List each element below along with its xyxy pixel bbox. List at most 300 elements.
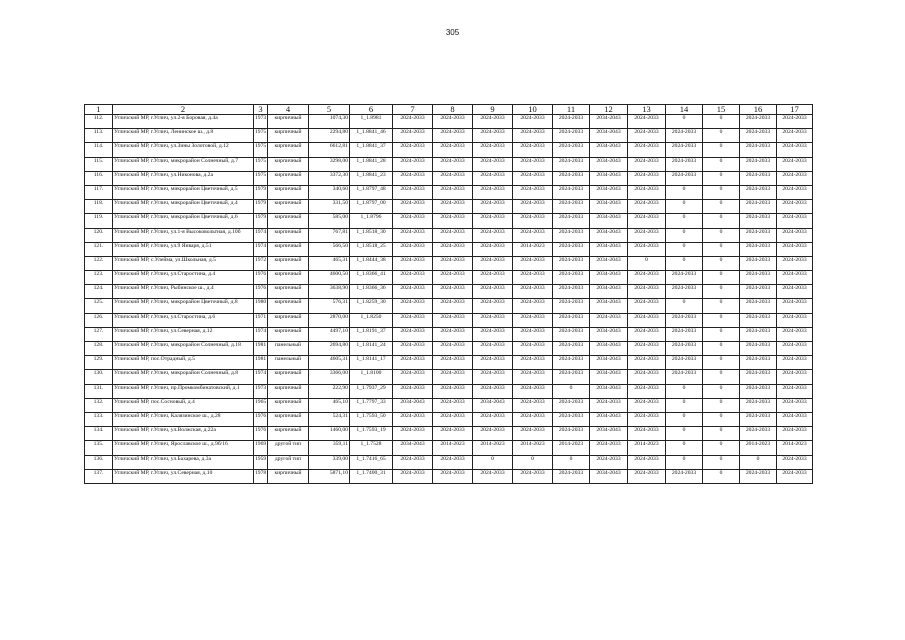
table-cell: 133. <box>85 412 113 426</box>
table-cell: 2024-2033 <box>777 200 813 214</box>
table-cell: 2024-2033 <box>473 157 513 171</box>
table-cell: другой тип <box>268 455 309 469</box>
table-cell: 2024-2033 <box>777 398 813 412</box>
table-cell: 0 <box>703 143 740 157</box>
table-cell: 2024-2033 <box>433 143 473 157</box>
table-cell: 2034-2043 <box>590 115 628 129</box>
column-header-10: 10 <box>513 105 553 115</box>
table-cell: 2024-2033 <box>513 427 553 441</box>
table-cell: 2024-2033 <box>777 171 813 185</box>
table-cell: 2024-2033 <box>433 256 473 270</box>
table-cell: Угличский МР, г.Углич, микрорайон Солнечный, д.18 <box>113 342 254 356</box>
table-cell: 2024-2033 <box>777 185 813 199</box>
table-cell: 2024-2033 <box>433 398 473 412</box>
table-cell: 2034-2043 <box>590 412 628 426</box>
table-cell: 2024-2033 <box>393 342 433 356</box>
table-cell: 2024-2033 <box>473 327 513 341</box>
table-cell: 0 <box>703 342 740 356</box>
table-cell: 2024-2033 <box>628 157 666 171</box>
table-cell: 0 <box>703 242 740 256</box>
table-cell: 1_1.8100 <box>350 370 393 384</box>
table-cell: 2024-2033 <box>393 214 433 228</box>
table-row <box>85 327 813 341</box>
table-cell: 2024-2033 <box>628 200 666 214</box>
table-cell: кирпичный <box>268 427 309 441</box>
table-cell: 2024-2033 <box>740 299 777 313</box>
table-cell: 1973 <box>254 115 268 129</box>
table-cell: 2024-2033 <box>473 342 513 356</box>
table-cell: 1974 <box>254 370 268 384</box>
table-cell: 1_1.8518_25 <box>350 242 393 256</box>
table-cell: 585,00 <box>309 214 350 228</box>
table-row <box>85 200 813 214</box>
table-cell: 1_1.7797_33 <box>350 398 393 412</box>
table-cell: 0 <box>666 115 703 129</box>
table-cell: 339,00 <box>309 455 350 469</box>
table-cell: 2024-2033 <box>513 143 553 157</box>
table-cell: 2024-2033 <box>628 356 666 370</box>
table-cell: 2024-2033 <box>666 285 703 299</box>
table-cell: 2024-2033 <box>513 370 553 384</box>
table-cell: Угличский МР, г.Углич, ул.Волжская, д.22а <box>113 427 254 441</box>
table-cell: 2034-2043 <box>590 271 628 285</box>
table-cell: 2024-2033 <box>473 469 513 483</box>
table-cell: кирпичный <box>268 469 309 483</box>
housing-register-table <box>84 104 813 484</box>
table-cell: 2024-2033 <box>740 412 777 426</box>
table-cell: 2024-2033 <box>473 129 513 143</box>
table-cell: 135. <box>85 441 113 455</box>
table-cell: кирпичный <box>268 271 309 285</box>
table-cell: 0 <box>703 412 740 426</box>
table-cell: Угличский МР, г.Углич, ул.Зины Золотовой, д.12 <box>113 143 254 157</box>
table-cell: 2024-2033 <box>393 356 433 370</box>
table-cell: 2024-2033 <box>433 242 473 256</box>
table-cell: 0 <box>703 129 740 143</box>
table-cell: 126. <box>85 313 113 327</box>
table-cell: 1972 <box>254 256 268 270</box>
table-cell: кирпичный <box>268 256 309 270</box>
table-cell: 2034-2043 <box>590 469 628 483</box>
table-cell: 129. <box>85 356 113 370</box>
table-cell: 2024-2033 <box>473 256 513 270</box>
table-cell: 2024-2033 <box>433 313 473 327</box>
table-cell: 0 <box>703 299 740 313</box>
table-cell: 2024-2033 <box>393 129 433 143</box>
table-cell: 4600,50 <box>309 271 350 285</box>
table-cell: 2024-2033 <box>628 342 666 356</box>
table-body <box>85 115 813 484</box>
table-cell: 2024-2033 <box>393 455 433 469</box>
table-cell: панельный <box>268 342 309 356</box>
table-row <box>85 370 813 384</box>
column-header-14: 14 <box>666 105 703 115</box>
table-cell: 1_1.8366_36 <box>350 285 393 299</box>
table-cell: 1974 <box>254 327 268 341</box>
table-cell: 2024-2033 <box>513 469 553 483</box>
table-cell: 2024-2033 <box>553 299 590 313</box>
table-cell: Угличский МР, г.Углич, ул.Северная, д.12 <box>113 327 254 341</box>
table-cell: 1965 <box>254 398 268 412</box>
table-cell: 2024-2033 <box>473 285 513 299</box>
table-cell: 0 <box>740 455 777 469</box>
table-cell: 2024-2033 <box>740 327 777 341</box>
table-cell: 2024-2033 <box>393 469 433 483</box>
table-cell: 2024-2033 <box>666 342 703 356</box>
table-cell: 2024-2033 <box>628 299 666 313</box>
table-cell: 0 <box>513 455 553 469</box>
table-cell: 2024-2033 <box>553 271 590 285</box>
column-header-1: 1 <box>85 105 113 115</box>
table-cell: 2034-2043 <box>393 441 433 455</box>
table-cell: 2024-2033 <box>628 384 666 398</box>
table-cell: 524,31 <box>309 412 350 426</box>
column-header-11: 11 <box>553 105 590 115</box>
table-cell: 2024-2033 <box>513 313 553 327</box>
table-cell: Угличский МР, г.Углич, ул.2-я Боровая, д.4а <box>113 115 254 129</box>
table-cell: 1978 <box>254 469 268 483</box>
table-cell: 465,31 <box>309 256 350 270</box>
table-cell: 2694,80 <box>309 342 350 356</box>
table-row <box>85 313 813 327</box>
table-cell: 2034-2043 <box>590 356 628 370</box>
table-cell: 2024-2033 <box>740 398 777 412</box>
table-cell: 1979 <box>254 214 268 228</box>
table-cell: 2024-2033 <box>740 256 777 270</box>
table-cell: 1_1.8841_46 <box>350 129 393 143</box>
table-cell: 2024-2033 <box>628 242 666 256</box>
table-cell: 2024-2033 <box>393 143 433 157</box>
table-cell: 2034-2043 <box>590 214 628 228</box>
table-cell: 2024-2033 <box>740 384 777 398</box>
table-cell: 2024-2033 <box>473 356 513 370</box>
table-cell: 2024-2033 <box>777 427 813 441</box>
table-cell: 2024-2033 <box>777 356 813 370</box>
table-cell: 0 <box>703 455 740 469</box>
table-cell: 1_1.8841_28 <box>350 157 393 171</box>
table-cell: кирпичный <box>268 299 309 313</box>
table-cell: 1976 <box>254 285 268 299</box>
table-cell: 1_1.7937_29 <box>350 384 393 398</box>
table-cell: 1975 <box>254 143 268 157</box>
table-cell: 2024-2033 <box>628 129 666 143</box>
table-cell: 2024-2033 <box>777 384 813 398</box>
table-cell: 2024-2033 <box>666 313 703 327</box>
table-cell: 2034-2043 <box>590 157 628 171</box>
table-cell: 2024-2033 <box>628 313 666 327</box>
table-row <box>85 412 813 426</box>
table-cell: Угличский МР, г.Углич, ул.Старостина, д.6 <box>113 313 254 327</box>
table-cell: 2024-2033 <box>553 157 590 171</box>
table-cell: 1975 <box>254 157 268 171</box>
table-row <box>85 129 813 143</box>
table-cell: 2024-2033 <box>666 469 703 483</box>
table-cell: 1_1.8796 <box>350 214 393 228</box>
table-cell: 2024-2033 <box>433 342 473 356</box>
table-cell: 2024-2033 <box>740 214 777 228</box>
table-cell: 2024-2033 <box>473 171 513 185</box>
table-cell: Угличский МР, г.Углич, микрорайон Цветочный, д.4 <box>113 200 254 214</box>
table-cell: 2024-2033 <box>473 115 513 129</box>
table-cell: 2034-2043 <box>590 242 628 256</box>
table-row <box>85 398 813 412</box>
table-cell: Угличский МР, г.Углич, ул.Старостина, д.4 <box>113 271 254 285</box>
table-cell: 2024-2033 <box>740 271 777 285</box>
table-cell: 2024-2033 <box>740 469 777 483</box>
table-row <box>85 115 813 129</box>
table-cell: 0 <box>666 427 703 441</box>
table-cell: 2024-2033 <box>628 398 666 412</box>
table-cell: 2024-2033 <box>777 143 813 157</box>
table-cell: 2024-2033 <box>473 412 513 426</box>
table-cell: 2024-2033 <box>513 157 553 171</box>
table-cell: 2034-2043 <box>590 171 628 185</box>
table-cell: 2024-2033 <box>513 256 553 270</box>
table-cell: 121. <box>85 242 113 256</box>
table-cell: 2024-2033 <box>473 228 513 242</box>
table-cell: 2024-2033 <box>393 285 433 299</box>
table-cell: 1980 <box>254 299 268 313</box>
table-cell: 2034-2043 <box>590 129 628 143</box>
table-cell: 2024-2033 <box>513 398 553 412</box>
table-cell: 2024-2033 <box>433 214 473 228</box>
table-cell: 2014-2023 <box>513 242 553 256</box>
table-cell: 2024-2033 <box>740 427 777 441</box>
header-row <box>85 105 813 115</box>
table-cell: 2024-2033 <box>740 129 777 143</box>
table-cell: Угличский МР, г.Углич, ул.Бахарева, д.3а <box>113 455 254 469</box>
table-cell: 0 <box>703 384 740 398</box>
table-cell: 0 <box>666 200 703 214</box>
table-cell: 136. <box>85 455 113 469</box>
column-header-17: 17 <box>777 105 813 115</box>
table-cell: 114. <box>85 143 113 157</box>
table-cell: 2024-2033 <box>433 200 473 214</box>
table-cell: 2024-2033 <box>553 398 590 412</box>
table-row <box>85 271 813 285</box>
table-cell: 1974 <box>254 242 268 256</box>
table-cell: 2024-2033 <box>590 398 628 412</box>
table-cell: 2024-2033 <box>433 412 473 426</box>
table-cell: 2024-2033 <box>433 299 473 313</box>
table-cell: 2024-2033 <box>553 342 590 356</box>
table-cell: 2024-2033 <box>553 171 590 185</box>
table-cell: 2024-2033 <box>553 285 590 299</box>
table-cell: 2034-2043 <box>590 143 628 157</box>
table-cell: 2024-2033 <box>590 455 628 469</box>
table-cell: 2024-2033 <box>777 242 813 256</box>
table-cell: 0 <box>703 228 740 242</box>
table-row <box>85 143 813 157</box>
table-cell: 0 <box>666 228 703 242</box>
table-cell: 0 <box>703 327 740 341</box>
table-cell: 2024-2033 <box>628 171 666 185</box>
table-cell: Угличский МР, с.Улейма, ул.Школьная, д.5 <box>113 256 254 270</box>
table-cell: 2024-2033 <box>513 327 553 341</box>
table-cell: 2024-2033 <box>666 171 703 185</box>
table-cell: 1979 <box>254 200 268 214</box>
table-cell: 2024-2033 <box>513 384 553 398</box>
column-header-13: 13 <box>628 105 666 115</box>
table-cell: 2024-2033 <box>777 455 813 469</box>
table-cell: 2024-2033 <box>393 171 433 185</box>
table-cell: 2034-2043 <box>590 228 628 242</box>
table-cell: 5871,10 <box>309 469 350 483</box>
table-cell: 4497,10 <box>309 327 350 341</box>
table-cell: 1_1.8141_17 <box>350 356 393 370</box>
table-cell: 2024-2033 <box>740 115 777 129</box>
table-cell: 1973 <box>254 384 268 398</box>
table-cell: 2024-2033 <box>433 384 473 398</box>
table-cell: 0 <box>666 455 703 469</box>
table-cell: 2024-2033 <box>513 228 553 242</box>
table-cell: Угличский МР, пос.Сосновый, д.4 <box>113 398 254 412</box>
table-cell: 1_1.8366_41 <box>350 271 393 285</box>
table-cell: кирпичный <box>268 228 309 242</box>
table-cell: 132. <box>85 398 113 412</box>
table-cell: 2024-2033 <box>513 271 553 285</box>
table-cell: 0 <box>703 356 740 370</box>
table-cell: 2024-2033 <box>473 370 513 384</box>
table-cell: кирпичный <box>268 242 309 256</box>
table-row <box>85 384 813 398</box>
table-cell: 0 <box>703 157 740 171</box>
table-cell: Угличский МР, г.Углич, Рыбинское ш., д.4 <box>113 285 254 299</box>
table-cell: 2024-2033 <box>666 356 703 370</box>
table-cell: 2024-2033 <box>553 356 590 370</box>
table-cell: 1_1.8259_30 <box>350 299 393 313</box>
table-cell: 0 <box>703 115 740 129</box>
table-cell: 2024-2033 <box>777 228 813 242</box>
table-cell: 2024-2033 <box>393 412 433 426</box>
table-cell: 2024-2033 <box>553 469 590 483</box>
table-cell: 2024-2033 <box>513 285 553 299</box>
table-cell: 2024-2033 <box>628 185 666 199</box>
table-cell: 2024-2033 <box>433 455 473 469</box>
table-cell: 2024-2033 <box>740 356 777 370</box>
table-cell: 1_1.7593_19 <box>350 427 393 441</box>
table-cell: 2034-2043 <box>590 384 628 398</box>
table-cell: 122. <box>85 256 113 270</box>
table-cell: 3638,90 <box>309 285 350 299</box>
table-cell: 0 <box>703 200 740 214</box>
table-cell: 2024-2033 <box>473 200 513 214</box>
table-cell: 118. <box>85 200 113 214</box>
table-cell: Угличский МР, г.Углич, пр.Промкомбинатовский, д.1 <box>113 384 254 398</box>
table-cell: 0 <box>703 285 740 299</box>
table-cell: 0 <box>703 185 740 199</box>
table-cell: 2024-2033 <box>473 185 513 199</box>
table-cell: 2024-2033 <box>777 285 813 299</box>
table-cell: 2024-2033 <box>393 228 433 242</box>
table-row <box>85 171 813 185</box>
table-cell: 566,50 <box>309 242 350 256</box>
table-cell: 2024-2033 <box>433 469 473 483</box>
table-cell: 2024-2033 <box>553 115 590 129</box>
table-cell: 0 <box>703 398 740 412</box>
table-cell: 2024-2033 <box>393 427 433 441</box>
table-cell: 2024-2033 <box>433 129 473 143</box>
table-cell: 2034-2043 <box>590 299 628 313</box>
column-header-6: 6 <box>350 105 393 115</box>
table-cell: 2024-2033 <box>553 185 590 199</box>
page-number: 305 <box>445 28 460 37</box>
table-cell: 119. <box>85 214 113 228</box>
table-cell: 2024-2033 <box>740 200 777 214</box>
table-cell: 2024-2033 <box>628 115 666 129</box>
table-cell: 2024-2033 <box>433 327 473 341</box>
table-cell: 2024-2033 <box>393 200 433 214</box>
table-cell: 0 <box>553 384 590 398</box>
table-cell: 2870,00 <box>309 313 350 327</box>
table-cell: 2024-2033 <box>553 214 590 228</box>
table-cell: 2024-2033 <box>666 370 703 384</box>
table-cell: 2024-2033 <box>628 455 666 469</box>
table-cell: 2024-2033 <box>777 214 813 228</box>
table-cell: 115. <box>85 157 113 171</box>
table-cell: 1_1.8797_00 <box>350 200 393 214</box>
table-cell: 2024-2033 <box>513 171 553 185</box>
table-cell: Угличский МР, пос.Отрадный, д.5 <box>113 356 254 370</box>
table-cell: Угличский МР, г.Углич, микрорайон Солнечный, д.7 <box>113 157 254 171</box>
table-cell: Угличский МР, г.Углич, ул.9 Января, д.51 <box>113 242 254 256</box>
table-cell: 0 <box>703 271 740 285</box>
table-cell: 2024-2033 <box>553 143 590 157</box>
table-cell: Угличский МР, г.Углич, Ярославское ш., д.9б/16 <box>113 441 254 455</box>
table-cell: 2024-2033 <box>666 129 703 143</box>
table-cell: 2024-2033 <box>777 157 813 171</box>
table-cell: Угличский МР, г.Углич, микрорайон Цветочный, д.8 <box>113 299 254 313</box>
table-cell: 2024-2033 <box>393 327 433 341</box>
table-cell: 2024-2033 <box>740 185 777 199</box>
table-cell: 2024-2033 <box>777 469 813 483</box>
table-cell: 1460,00 <box>309 427 350 441</box>
table-cell: кирпичный <box>268 384 309 398</box>
table-cell: 1971 <box>254 313 268 327</box>
table-cell: 1974 <box>254 228 268 242</box>
table-cell: 2024-2033 <box>393 157 433 171</box>
table-cell: 2024-2033 <box>393 115 433 129</box>
table-cell: 2024-2033 <box>740 143 777 157</box>
table-cell: 0 <box>666 185 703 199</box>
table-cell: 1959 <box>254 455 268 469</box>
table-cell: 1_1.8981 <box>350 115 393 129</box>
table-cell: 2024-2033 <box>393 256 433 270</box>
table-cell: 134. <box>85 427 113 441</box>
table-cell: 2024-2033 <box>473 313 513 327</box>
table-cell: 1979 <box>254 185 268 199</box>
column-header-2: 2 <box>113 105 254 115</box>
table-cell: 2024-2033 <box>393 313 433 327</box>
table-cell: 2024-2033 <box>433 427 473 441</box>
table-cell: 2014-2023 <box>740 441 777 455</box>
table-cell: 2024-2033 <box>553 313 590 327</box>
table-cell: 2024-2033 <box>393 242 433 256</box>
table-cell: 2024-2033 <box>513 185 553 199</box>
table-cell: Угличский МР, г.Углич, ул.Северная, д.10 <box>113 469 254 483</box>
table-cell: 2294,80 <box>309 129 350 143</box>
table-cell: 3298,00 <box>309 157 350 171</box>
table-cell: 1_1.8191_37 <box>350 327 393 341</box>
table-cell: 2024-2033 <box>777 313 813 327</box>
table-cell: 1074,30 <box>309 115 350 129</box>
table-cell: 2024-2033 <box>433 228 473 242</box>
table-cell: 2024-2033 <box>777 412 813 426</box>
table-cell: 2024-2033 <box>740 171 777 185</box>
table-cell: 0 <box>703 370 740 384</box>
table-cell: кирпичный <box>268 143 309 157</box>
table-cell: панельный <box>268 356 309 370</box>
